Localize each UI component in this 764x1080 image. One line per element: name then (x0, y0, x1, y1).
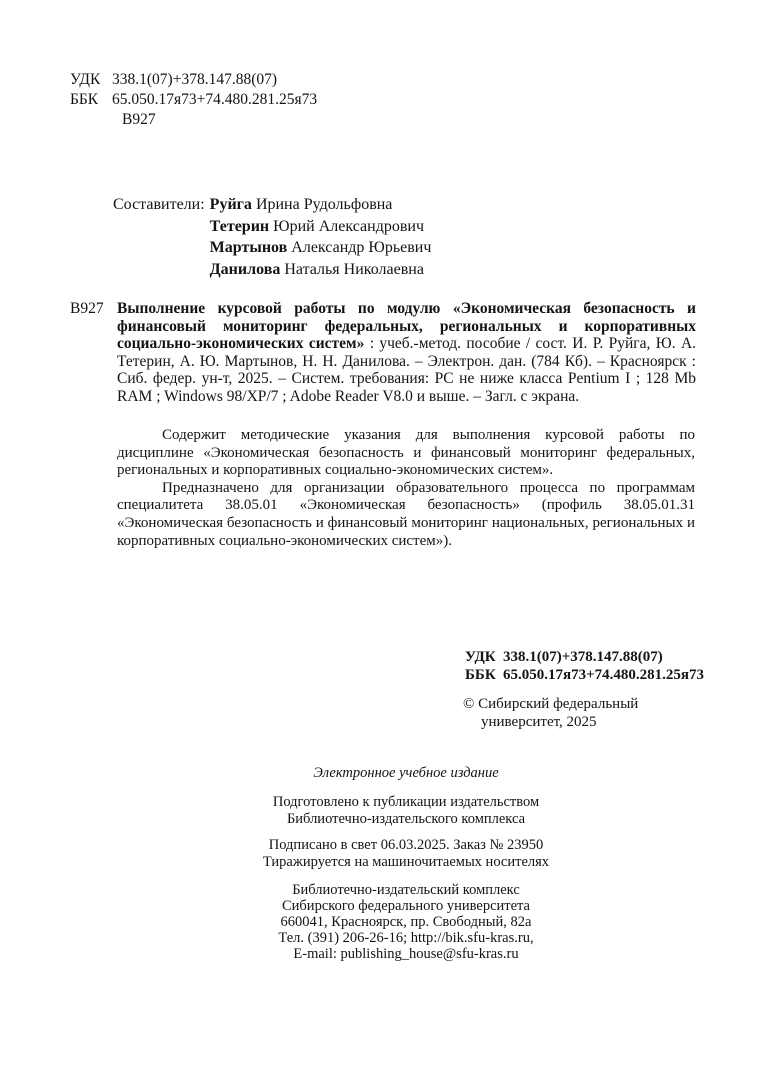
publisher-address: 660041, Красноярск, пр. Свободный, 82а (280, 914, 532, 930)
bibliographic-details: : учеб.-метод. пособие / сост. И. Р. Руйга, Ю. А. Тетерин, А. Ю. Мартынов, Н. Н. Данилова. – Электрон. дан. (784 Кб). – Красноярск : Сиб. федер. ун-т, 2025. – Систем. требования: PC не ниже класса Pentium I ; 128 Mb RAM ; Windows 98/XP/7 ; Adobe Reader V8.0 и выше. – Загл. с экрана. (117, 335, 697, 405)
abstract-paragraph-2: Предназначено для организации образовательного процесса по программам специалитета 38.05.01 «Экономическая безопасность» (профиль 38.05.01.31 «Экономическая безопасность и финансовый мониторинг национальных, региональных и корпоративных социально-экономических систем»). (117, 479, 695, 549)
signed-line-1: Подписано в свет 06.03.2025. Заказ № 23950 (268, 837, 544, 853)
abstract-block (117, 427, 695, 550)
prepared-block (117, 794, 695, 827)
compiler-given-names: Александр Юрьевич (287, 239, 432, 257)
compiler-name (210, 194, 432, 216)
compiler-surname: Тетерин (209, 217, 270, 235)
udk-label: УДК (70, 71, 101, 88)
compiler-name (210, 259, 432, 281)
edition-type: Электронное учебное издание (313, 765, 499, 781)
classification-bottom-block (465, 648, 704, 684)
publisher-email: E-mail: publishing_house@sfu-kras.ru (293, 946, 519, 962)
compiler-name (210, 216, 432, 238)
udk-label-bottom: УДК (465, 649, 496, 665)
signed-line-2: Тиражируется на машиночитаемых носителях (262, 853, 550, 870)
publisher-name: Библиотечно-издательский комплекс (292, 882, 520, 898)
compilers-names (210, 194, 432, 281)
publisher-phone-site: Тел. (391) 206-26-16; http://bik.sfu-kras.ru, (278, 930, 534, 946)
compiler-surname: Руйга (209, 196, 252, 213)
udk-value: 338.1(07)+378.147.88(07) (112, 71, 278, 88)
bibliographic-record (70, 300, 696, 406)
copyright-line-1: © Сибирский федеральный (463, 696, 639, 712)
bibliographic-text (117, 300, 696, 406)
compilers-label: Составители: (113, 196, 205, 213)
udk-row (70, 70, 317, 90)
bbk-label-bottom: ББК (465, 667, 496, 683)
prepared-line-2: Библиотечно-издательского комплекса (286, 810, 526, 827)
compiler-surname: Мартынов (209, 239, 288, 257)
compiler-given-names: Ирина Рудольфовна (251, 196, 393, 213)
bibliographic-title: Выполнение курсовой работы по модулю «Экономическая безопасность и финансовый мониторинг федеральных, региональных и корпоративных социально-экономических систем» (117, 300, 696, 353)
compiler-name (210, 237, 432, 259)
copyright-block (463, 695, 638, 731)
udk-value-bottom: 338.1(07)+378.147.88(07) (503, 649, 663, 665)
udk-row-bottom (465, 648, 704, 666)
author-sign-top: В927 (122, 111, 156, 128)
prepared-line-1: Подготовлено к публикации издательством (272, 794, 540, 810)
publisher-block (117, 882, 695, 962)
compilers-block (113, 194, 431, 281)
compiler-surname: Данилова (209, 261, 281, 279)
bbk-row-bottom (465, 666, 704, 684)
bbk-row (70, 90, 317, 110)
bbk-value: 65.050.17я73+74.480.281.25я73 (112, 91, 318, 108)
abstract-paragraph-1: Содержит методические указания для выполнения курсовой работы по дисциплине «Экономическая безопасность и финансовый мониторинг федеральных, региональных и корпоративных социально-экономических систем». (117, 427, 695, 479)
copyright-line-2: университет, 2025 (481, 714, 597, 730)
compiler-given-names: Наталья Николаевна (280, 261, 424, 279)
compiler-given-names: Юрий Александрович (269, 217, 424, 235)
bbk-value-bottom: 65.050.17я73+74.480.281.25я73 (503, 667, 705, 683)
bbk-label: ББК (70, 91, 99, 108)
signed-block (117, 837, 695, 870)
classification-top-block (70, 70, 317, 130)
author-sign: В927 (70, 300, 104, 317)
publisher-university: Сибирского федерального университета (282, 898, 530, 914)
